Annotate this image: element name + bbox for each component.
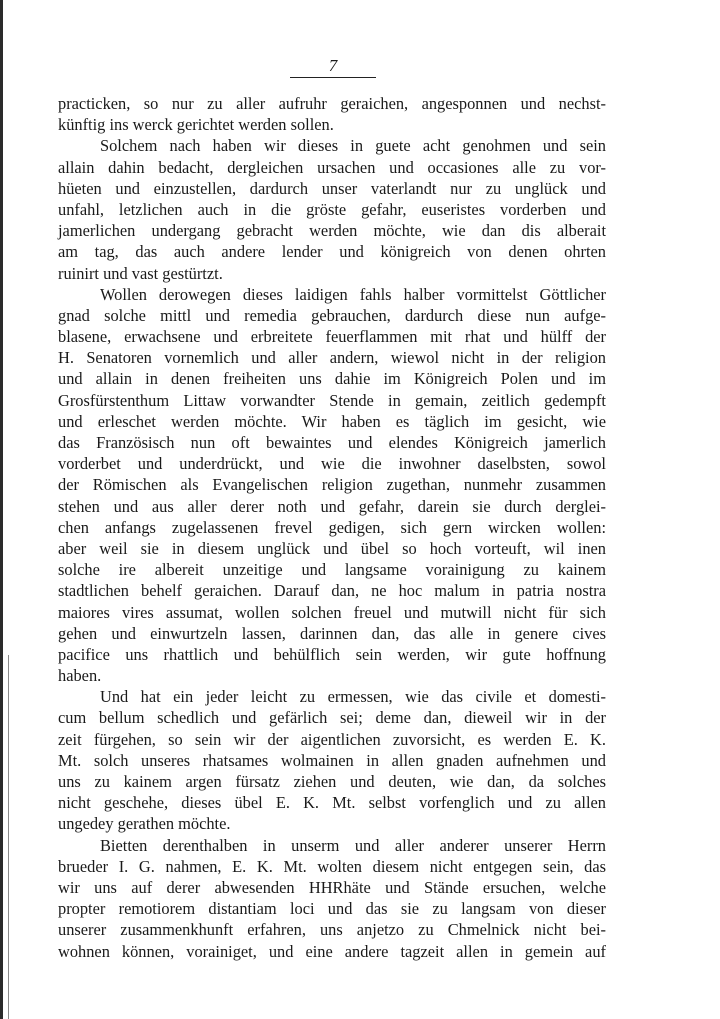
text-line: zeit fürgehen, so sein wir der aigentlichen zuvorsicht, es werden E. K. [58, 729, 606, 749]
text-line: jamerlichen undergang gebracht werden möchte, wie dan dis alberait [58, 221, 606, 241]
page-number-rule [290, 77, 376, 78]
text-line: gnad solche mittl und remedia gebrauchen, dardurch diese nun aufge- [58, 305, 606, 325]
text-line: unfahl, letzlichen auch in die gröste gefahr, euseristes vorderben und [58, 199, 606, 219]
body-text [58, 93, 606, 962]
page-number: 7 [328, 56, 338, 75]
text-line: wohnen können, vorainiget, und eine andere tagzeit allen in gemein auf [58, 941, 606, 961]
text-line: Wollen derowegen dieses laidigen fahls halber vormittelst Göttlicher [100, 284, 606, 304]
text-line: hüeten und einzustellen, dardurch unser vaterlandt nur zu unglück und [58, 178, 606, 198]
text-line: das Französisch nun oft bewaintes und elendes Königreich jamerlich [58, 433, 606, 452]
text-line: allain dahin bedacht, dergleichen ursachen und occasiones alle zu vor- [58, 157, 606, 177]
text-line: stehen und aus aller derer noth und gefahr, darein sie durch derglei- [58, 496, 606, 516]
text-line: Solchem nach haben wir dieses in guete acht genohmen und sein [100, 136, 606, 156]
text-line: vorderbet und underdrückt, und wie die inwohner daselbsten, sowol [58, 454, 606, 474]
text-line: aber weil sie in diesem unglück und übel so hoch vorteuft, wil inen [58, 538, 606, 558]
scan-artifact-line [8, 655, 9, 1019]
text-line: uns zu kainem argen fürsatz ziehen und deuten, wie dan, da solches [58, 772, 606, 791]
text-line: Mt. solch unseres rhatsames wolmainen in allen gnaden aufnehmen und [58, 750, 606, 770]
text-line: Und hat ein jeder leicht zu ermessen, wie das civile et domesti- [100, 687, 606, 707]
text-line: und allain in denen freiheiten uns dahie im Königreich Polen und im [58, 369, 606, 389]
page-number-wrap [290, 56, 376, 76]
text-line: cum bellum schedlich und gefärlich sei; deme dan, dieweil wir in der [58, 708, 606, 728]
text-line: künftig ins werck gerichtet werden sollen. [58, 115, 334, 135]
text-line: brueder I. G. nahmen, E. K. Mt. wolten diesem nicht entgegen sein, das [58, 856, 606, 876]
text-line: propter remotiorem distantiam loci und das sie zu langsam von dieser [58, 899, 606, 919]
text-line: haben. [58, 666, 102, 686]
text-line: unserer zusammenkhunft erfahren, uns anjetzo zu Chmelnick nicht bei- [58, 920, 606, 940]
text-line: am tag, das auch andere lender und königreich von denen ohrten [58, 242, 606, 262]
text-line: gehen und einwurtzeln lassen, darinnen dan, das alle in genere cives [58, 623, 606, 643]
text-line: practicken, so nur zu aller aufruhr geraichen, angesponnen und nechst- [58, 94, 606, 113]
text-line: solche ire albereit unzeitige und langsame vorainigung zu kainem [58, 560, 606, 580]
text-line: Grosfürstenthum Littaw vorwandter Stende in gemain, zeitlich gedempft [58, 390, 606, 410]
text-line: der Römischen als Evangelischen religion zugethan, nunmehr zusammen [58, 475, 606, 495]
text-line: ungedey gerathen möchte. [58, 814, 231, 834]
text-line: ruinirt und vast gestürtzt. [58, 263, 223, 283]
text-line: pacifice uns rhattlich und behülflich sein werden, wir gute hoffnung [58, 644, 606, 664]
scan-left-edge [0, 0, 3, 1019]
text-line: wir uns auf derer abwesenden HHRhäte und Stände ersuchen, welche [58, 877, 606, 897]
text-line: H. Senatoren vornemlich und aller andern, wiewol nicht in der religion [58, 348, 606, 368]
text-line: stadtlichen behelf geraichen. Darauf dan, ne hoc malum in patria nostra [58, 581, 606, 601]
text-line: maiores vires assumat, wollen solchen freuel und mutwill nicht für sich [58, 602, 606, 622]
text-line: und erleschet werden möchte. Wir haben es täglich im gesicht, wie [58, 411, 606, 431]
text-line: blasene, erwachsene und erbreitete feuerflammen mit rhat und hülff der [58, 327, 606, 347]
text-line: chen anfangs zugelassenen frevel gedigen, sich gern wircken wollen: [58, 517, 606, 537]
text-line: Bietten derenthalben in unserm und aller anderer unserer Herrn [100, 835, 606, 855]
text-line: nicht geschehe, dieses übel E. K. Mt. selbst vorfenglich und zu allen [58, 793, 606, 813]
